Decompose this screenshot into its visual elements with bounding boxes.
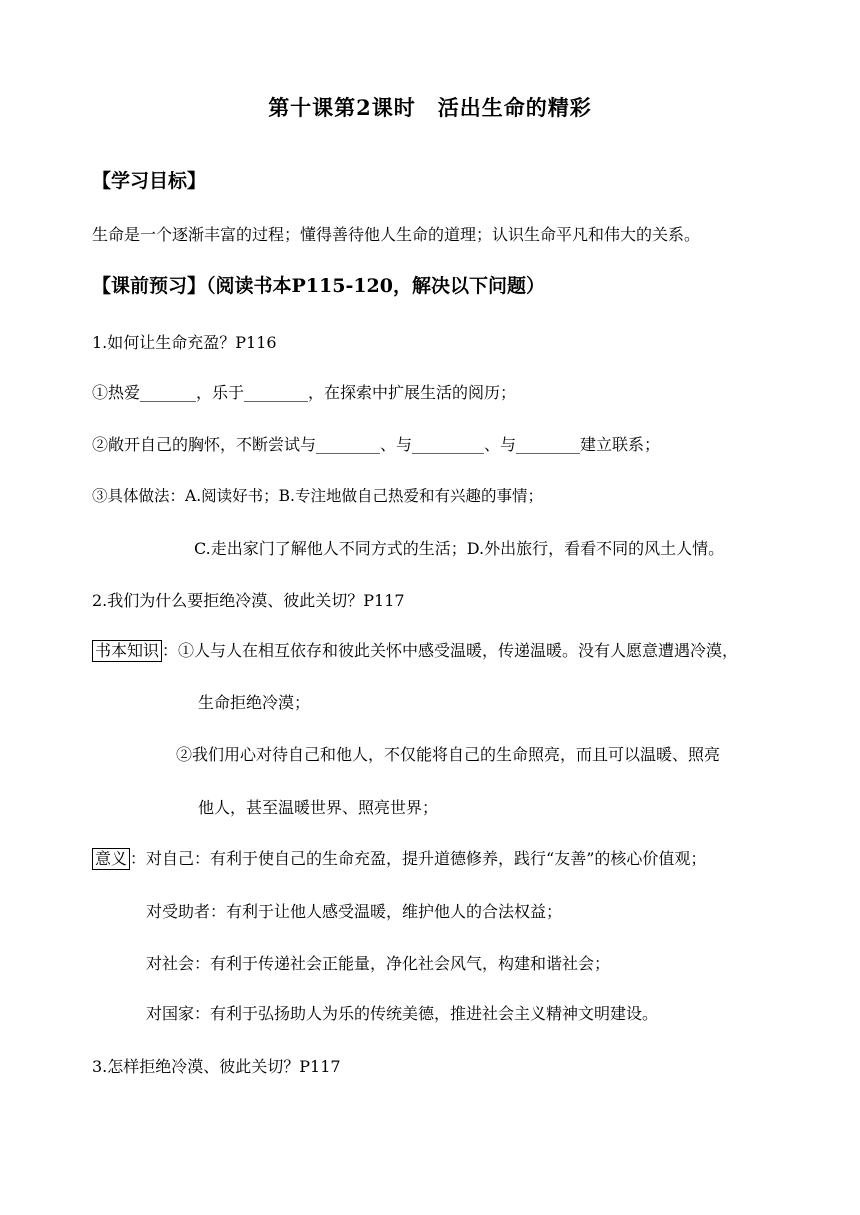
meaning-line (92, 848, 706, 870)
book-knowledge-label: 书本知识 (92, 640, 162, 662)
question-2: 2.我们为什么要拒绝冷漠、彼此关切？P117 (92, 591, 405, 610)
meaning-nation: 对国家：有利于弘扬助人为乐的传统美德，推进社会主义精神文明建设。 (146, 1004, 659, 1023)
preview-heading: 【课前预习】（阅读书本P115-120，解决以下问题） (92, 275, 545, 297)
objectives-heading: 【学习目标】 (92, 170, 207, 192)
book-knowledge-point-2: ②我们用心对待自己和他人，不仅能将自己的生命照亮，而且可以温暖、照亮 (176, 745, 721, 764)
meaning-label: 意义 (92, 848, 130, 870)
question-1-item-2: ②敞开自己的胸怀，不断尝试与________、与_________、与________建立联系； (92, 435, 661, 454)
question-1-item-1: ①热爱_______，乐于________，在探索中扩展生活的阅历； (92, 383, 517, 402)
question-1: 1.如何让生命充盈？P116 (92, 333, 277, 352)
question-3: 3.怎样拒绝冷漠、彼此关切？P117 (92, 1057, 341, 1076)
question-1-item-3-continued: C.走出家门了解他人不同方式的生活；D.外出旅行，看看不同的风土人情。 (194, 539, 725, 558)
meaning-recipient: 对受助者：有利于让他人感受温暖，维护他人的合法权益； (146, 902, 563, 921)
book-knowledge-point-2-continued: 他人，甚至温暖世界、照亮世界； (198, 798, 439, 817)
book-knowledge-point-1: ：①人与人在相互依存和彼此关怀中感受温暖，传递温暖。没有人愿意遭遇冷漠， (162, 641, 739, 660)
meaning-society: 对社会：有利于传递社会正能量，净化社会风气，构建和谐社会； (146, 954, 611, 973)
question-1-item-3: ③具体做法：A.阅读好书；B.专注地做自己热爱和有兴趣的事情； (92, 487, 543, 505)
book-knowledge-line-1 (92, 640, 738, 662)
book-knowledge-point-1-continued: 生命拒绝冷漠； (198, 693, 311, 712)
objectives-text: 生命是一个逐渐丰富的过程；懂得善待他人生命的道理；认识生命平凡和伟大的关系。 (92, 225, 701, 244)
meaning-self: ：对自己：有利于使自己的生命充盈，提升道德修养，践行“友善”的核心价值观； (130, 849, 707, 868)
page-title: 第十课第2课时 活出生命的精彩 (268, 95, 592, 120)
